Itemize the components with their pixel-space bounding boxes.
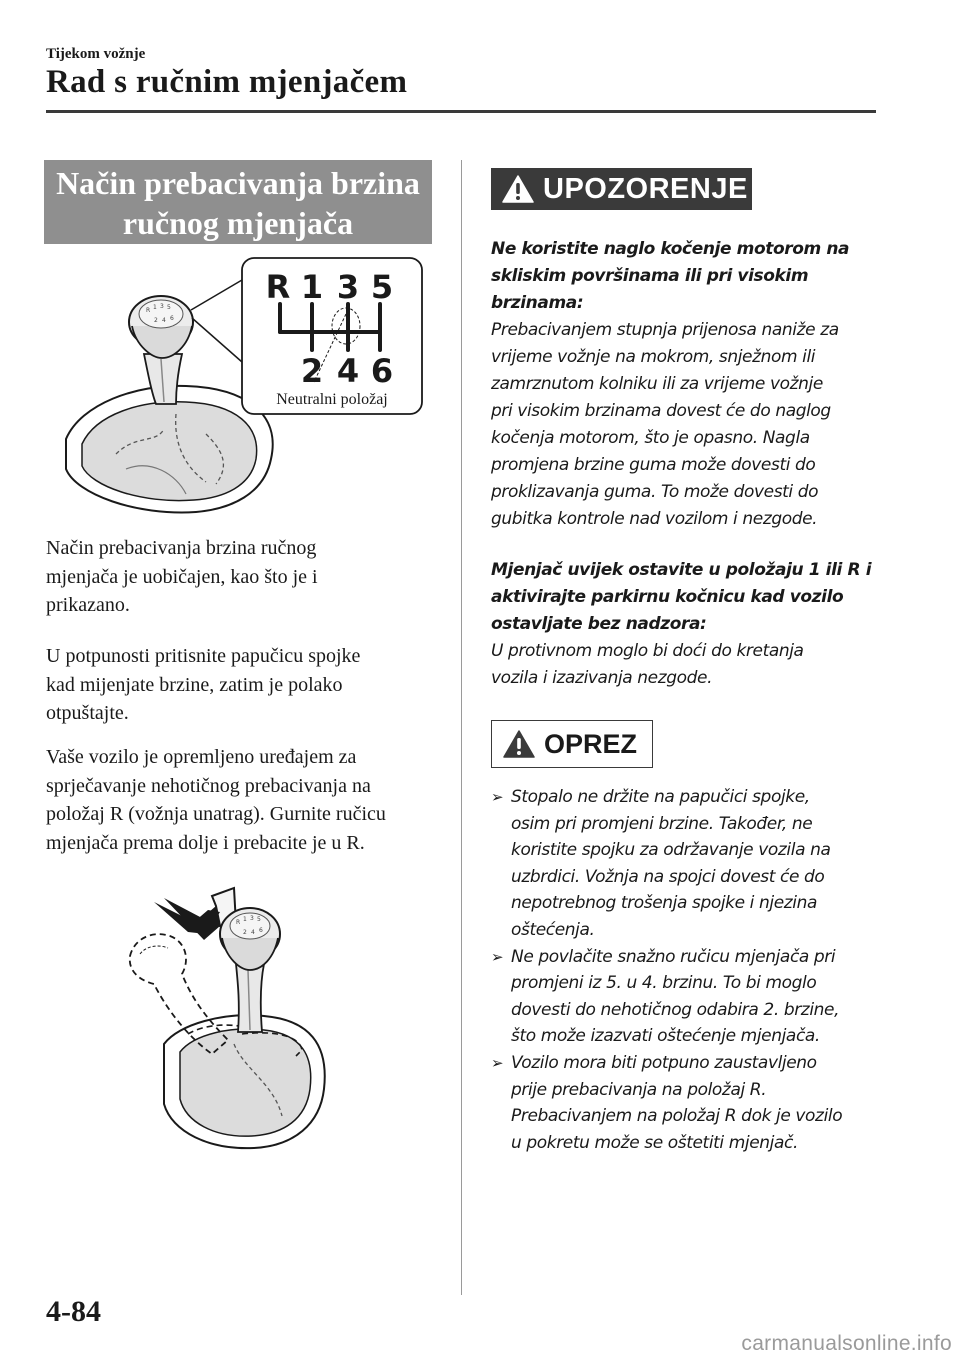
svg-text:1: 1 [243, 916, 247, 923]
warning-triangle-icon [501, 174, 535, 204]
warning-label: UPOZORENJE [543, 172, 748, 205]
text-line: U potpunosti pritisnite papučicu spojke [46, 645, 361, 667]
text-line: sprječavanje nehotičnog prebacivanja na [46, 774, 371, 797]
bullet-arrow-icon: ➢ [491, 947, 504, 966]
text-line: Način prebacivanja brzina ručnog [46, 537, 317, 559]
title-rule [46, 110, 876, 113]
paragraph-clutch [46, 642, 446, 728]
text-line: pri visokim brzinama dovest će do naglog [491, 401, 831, 421]
warning-badge [491, 168, 752, 210]
list-item: ➢ Vozilo mora biti potpuno zaustavljeno prije prebacivanja na položaj R. Prebacivanjem na položaj R dok je vozilo u pokretu može se oštetiti mjenjač. [491, 1050, 881, 1156]
warning-parking [491, 557, 881, 692]
text-line: prikazano. [46, 594, 130, 616]
gear-label-1: 1 [300, 268, 324, 306]
text-line: zamrznutom kolniku ili za vrijeme vožnje [491, 374, 823, 394]
svg-text:2: 2 [154, 317, 158, 324]
text-line: Prebacivanjem stupnja prijenosa naniže za [491, 320, 839, 340]
svg-text:3: 3 [160, 303, 164, 310]
warning-engine-braking [491, 236, 881, 533]
section-title-line-1: Način prebacivanja brzina [56, 165, 420, 201]
gear-label-2: 2 [300, 352, 324, 390]
reverse-shift-figure [124, 884, 336, 1152]
running-head: Tijekom vožnje [46, 46, 146, 62]
section-title-line-2: ručnog mjenjača [122, 205, 354, 241]
text-line: vozila i izazivanja nezgode. [491, 668, 713, 688]
text-line: Vaše vozilo je opremljeno uređajem za [46, 746, 357, 768]
text-line: položaj R (vožnja unatrag). Gurnite ručicu [46, 803, 386, 825]
warning-triangle-icon [502, 729, 536, 759]
svg-text:5: 5 [257, 916, 261, 923]
svg-text:1: 1 [153, 304, 157, 311]
gear-label-3: 3 [336, 268, 360, 306]
svg-text:6: 6 [259, 927, 263, 934]
svg-text:R: R [236, 919, 241, 926]
paragraph-reverse-lockout [46, 743, 446, 857]
svg-text:4: 4 [162, 317, 166, 324]
page-title: Rad s ručnim mjenjačem [46, 64, 408, 100]
text-line: kad mijenjate brzine, zatim je polako [46, 673, 343, 696]
list-item: ➢ Ne povlačite snažno ručicu mjenjača pri promjeni iz 5. u 4. brzinu. To bi moglo dovesti do nehotičnog odabira 2. brzine, što može izazvati oštećenje mjenjača. [491, 944, 881, 1050]
text-line: gubitka kontrole nad vozilom i nezgode. [491, 509, 818, 529]
caution-list [491, 784, 881, 1156]
text-line: mjenjača prema dolje i prebacite je u R. [46, 831, 365, 854]
bullet-arrow-icon: ➢ [491, 1053, 504, 1072]
svg-text:4: 4 [251, 929, 255, 936]
svg-text:2: 2 [243, 929, 247, 936]
text-line: proklizavanja guma. To može dovesti do [491, 482, 819, 502]
section-title-box [44, 160, 432, 244]
svg-text:3: 3 [250, 915, 254, 922]
text-line: mjenjača je uobičajen, kao što je i [46, 565, 318, 588]
column-divider [461, 160, 462, 1295]
svg-text:6: 6 [170, 315, 174, 322]
text-line: promjena brzine guma može dovesti do [491, 455, 816, 475]
neutral-position-label: Neutralni položaj [276, 391, 388, 408]
svg-text:R: R [146, 307, 151, 314]
warning-heading: Ne koristite naglo kočenje motorom na skliskim površinama ili pri visokim brzinama: [491, 239, 850, 313]
text-line: vrijeme vožnje na mokrom, snježnom ili [491, 347, 816, 367]
caution-label: OPREZ [544, 728, 638, 759]
paragraph-shift-pattern [46, 534, 446, 620]
watermark[interactable]: carmanualsonline.info [741, 1332, 952, 1355]
gear-label-r: R [265, 268, 291, 306]
bullet-arrow-icon: ➢ [491, 788, 504, 806]
text-line: U protivnom moglo bi doći do kretanja [491, 641, 804, 661]
gear-label-6: 6 [370, 352, 394, 390]
gear-label-5: 5 [370, 268, 394, 306]
caution-badge [491, 720, 653, 768]
gear-label-4: 4 [336, 352, 360, 390]
text-line: kočenja motorom, što je opasno. Nagla [491, 428, 810, 448]
warning-heading: Mjenjač uvijek ostavite u položaju 1 ili R i aktivirajte parkirnu kočnicu kad vozilo ostavljate bez nadzora: [491, 560, 872, 634]
text-line: otpuštajte. [46, 702, 129, 724]
gear-pattern-figure [56, 254, 426, 516]
page-number: 4-84 [46, 1295, 101, 1328]
list-item: ➢ Stopalo ne držite na papučici spojke, osim pri promjeni brzine. Također, ne koristite spojku za održavanje vozila na uzbrdici. Vožnja na spojci dovest će do nepotrebnog trošenja spojke i njezina oštećenja. [491, 784, 881, 944]
svg-text:5: 5 [167, 304, 171, 311]
